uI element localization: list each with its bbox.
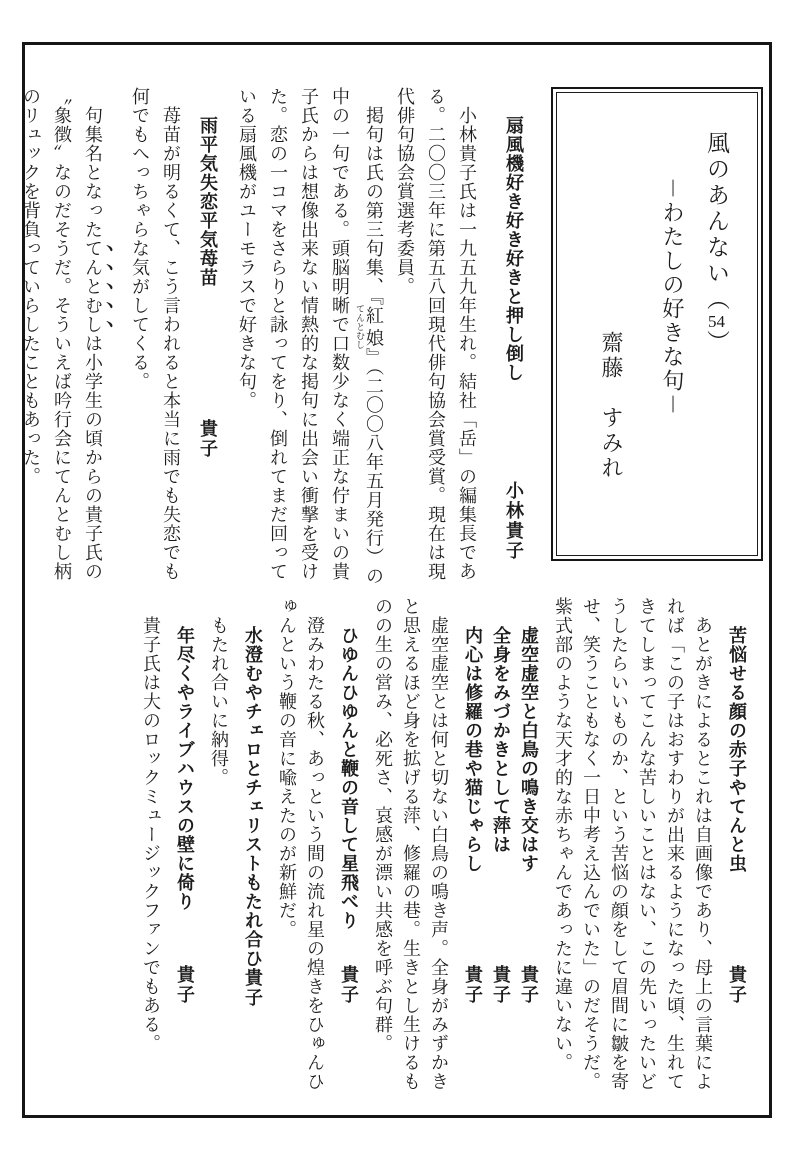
haiku-line <box>459 597 487 1095</box>
haiku-attribution: 貴子 <box>243 967 263 1008</box>
bottom-section <box>137 597 751 1095</box>
body-text-line <box>425 597 453 1095</box>
paragraph-text: いる扇風機がユーモラスで好きな句。 <box>237 87 257 410</box>
haiku-line <box>192 87 223 571</box>
paragraph-text: た。恋の一コマをさらりと詠ってをり、倒れてまだ回って <box>268 87 288 581</box>
body-text-line <box>137 597 165 1095</box>
haiku-line <box>515 597 543 1095</box>
body-text-line <box>369 597 397 1095</box>
body-text-line <box>155 87 186 581</box>
paragraph-text: ゅんという鞭の音に喩えたのが新鮮だ。 <box>277 597 297 939</box>
paragraph-text: 掲句は氏の第三句集、『紅娘てんとむし』（二〇〇八年五月発行）の <box>355 106 384 586</box>
body-text-line <box>324 87 355 581</box>
haiku-line <box>171 597 199 1095</box>
paragraph-text: もたれ合いに納得。 <box>209 616 229 787</box>
body-text-line <box>451 87 482 581</box>
haiku-text: 水澄むやチェロとチェリストもたれ合ひ <box>243 625 263 968</box>
body-text-line <box>549 597 577 1095</box>
paragraph-text: 虚空虚空とは何と切ない白鳥の鳴き声。全身がみずかき <box>429 616 449 1091</box>
haiku-attribution: 貴子 <box>727 965 747 1005</box>
paragraph-text: のリュックを背負っていらしたこともあった。 <box>21 87 41 486</box>
paragraph-text: 澄みわたる秋、あっという間の流れ星の煌きをひゅんひ <box>305 616 325 1091</box>
paragraph-text: れば「この子はおすわりが出来るようになった頃、生れて <box>665 597 685 1091</box>
column-title <box>695 109 737 539</box>
author-name: 齋藤 すみれ <box>599 331 624 481</box>
paragraph-text: 中の一句である。頭脳明晰で口数少なく端正な佇まいの貴 <box>330 87 350 581</box>
body-text-line <box>124 87 155 571</box>
haiku-line <box>498 87 529 571</box>
paragraph-text: 小林貴子氏は一九五九年生れ。結社「岳」の編集長であ <box>457 106 477 581</box>
body-text-line <box>231 87 262 571</box>
haiku-line <box>335 597 363 1095</box>
paragraph-text: うしたらいいものか、という苦悩の顔をして眉間に皺を寄 <box>609 597 629 1091</box>
haiku-text: 内心は修羅の巷や猫じゃらし <box>463 625 483 873</box>
body-text-line <box>205 597 233 1095</box>
body-text-line <box>689 597 717 1095</box>
body-text-line <box>262 87 293 581</box>
haiku-line <box>239 597 267 1095</box>
haiku-text: 苦悩せる顔の赤子やてんと虫 <box>727 625 747 873</box>
page-frame <box>22 42 772 1118</box>
paragraph-text: あとがきによるとこれは自画像であり、母上の言葉によ <box>693 616 713 1091</box>
haiku-attribution: 貴子 <box>463 965 483 1005</box>
haiku-line <box>723 597 751 1095</box>
column-number: 54 <box>708 313 725 330</box>
haiku-text: 年尽くやライブハウスの壁に倚り <box>175 625 195 911</box>
body-text-line <box>605 597 633 1095</box>
haiku-text: 雨平気失恋平気苺苗 <box>198 115 218 287</box>
ruby-annotated-word: 紅娘てんとむし <box>355 304 384 350</box>
title-box <box>551 87 763 561</box>
column-title-text: 風のあんない（ <box>704 131 729 313</box>
haiku-text: ひゆんひゆんと鞭の音して星飛べり <box>339 625 359 930</box>
top-section <box>15 87 763 586</box>
paragraph-text: と思えるほど身を拡げる萍、修羅の巷。生きとし生けるも <box>401 597 421 1091</box>
paragraph-text: 子氏からは想像出来ない情熱的な掲句に出会い衝撃を受け <box>299 87 319 581</box>
body-text-line <box>355 87 389 586</box>
body-text-line <box>577 597 605 1095</box>
paragraph-text: せ、笑うこともなく一日中考え込んでいた」のだそうだ。 <box>581 597 601 1091</box>
paragraph-text: 貴子氏は大のロックミュージックファンでもある。 <box>141 616 161 1053</box>
haiku-line <box>487 597 515 1095</box>
paragraph-text: 苺苗が明るくて、こう言われると本当に雨でも失恋でも <box>161 106 181 581</box>
haiku-attribution: 貴子 <box>491 965 511 1005</box>
haiku-text: 扇風機好き好き好きと押し倒し <box>504 115 524 382</box>
haiku-text: 虚空虚空と白鳥の鳴き交はす <box>519 625 539 873</box>
haiku-attribution: 貴子 <box>339 965 359 1005</box>
emphasized-word: てんとむし <box>83 239 103 334</box>
paragraph-text: 〝象徴〟なのだそうだ。そういえば吟行会にてんとむし柄 <box>52 87 72 581</box>
paragraph-text: 代俳句協会賞選考委員。 <box>395 87 415 296</box>
haiku-attribution: 貴子 <box>519 965 539 1005</box>
haiku-text: 全身をみづかきとして萍は <box>491 625 511 854</box>
body-text-line <box>46 87 77 581</box>
paragraph-text: 紫式部のような天才的な赤ちゃんであったに違いない。 <box>553 597 573 1072</box>
paragraph-text: 何でもへっちゃらな気がしてくる。 <box>130 87 150 391</box>
body-text-line <box>77 87 116 581</box>
body-text-line <box>661 597 689 1095</box>
body-text-line <box>389 87 420 571</box>
column-title-close: ） <box>704 330 729 356</box>
body-text-line <box>293 87 324 581</box>
body-text-line <box>273 597 301 1095</box>
body-text-line <box>301 597 329 1095</box>
paragraph-text: 句集名となったてんとむしは小学生の頃からの貴子氏の <box>83 106 103 581</box>
haiku-attribution: 貴子 <box>198 419 218 459</box>
body-text-line <box>15 87 46 571</box>
paragraph-text: のの生の営み、必死さ、哀感が漂い共感を呼ぶ句群。 <box>373 597 393 1053</box>
haiku-attribution: 小林貴子 <box>504 481 524 561</box>
body-text-line <box>633 597 661 1095</box>
column-subtitle: －わたしの好きな句－ <box>660 177 685 418</box>
paragraph-text: る。二〇〇三年に第五八回現代俳句協会賞受賞。現在は現 <box>426 87 446 581</box>
haiku-attribution: 貴子 <box>175 965 195 1005</box>
title-box-inner <box>556 92 758 556</box>
body-text-line <box>397 597 425 1095</box>
paragraph-text: きてしまってこんな苦しいことはない、この先いったいど <box>637 597 657 1091</box>
body-text-line <box>420 87 451 581</box>
